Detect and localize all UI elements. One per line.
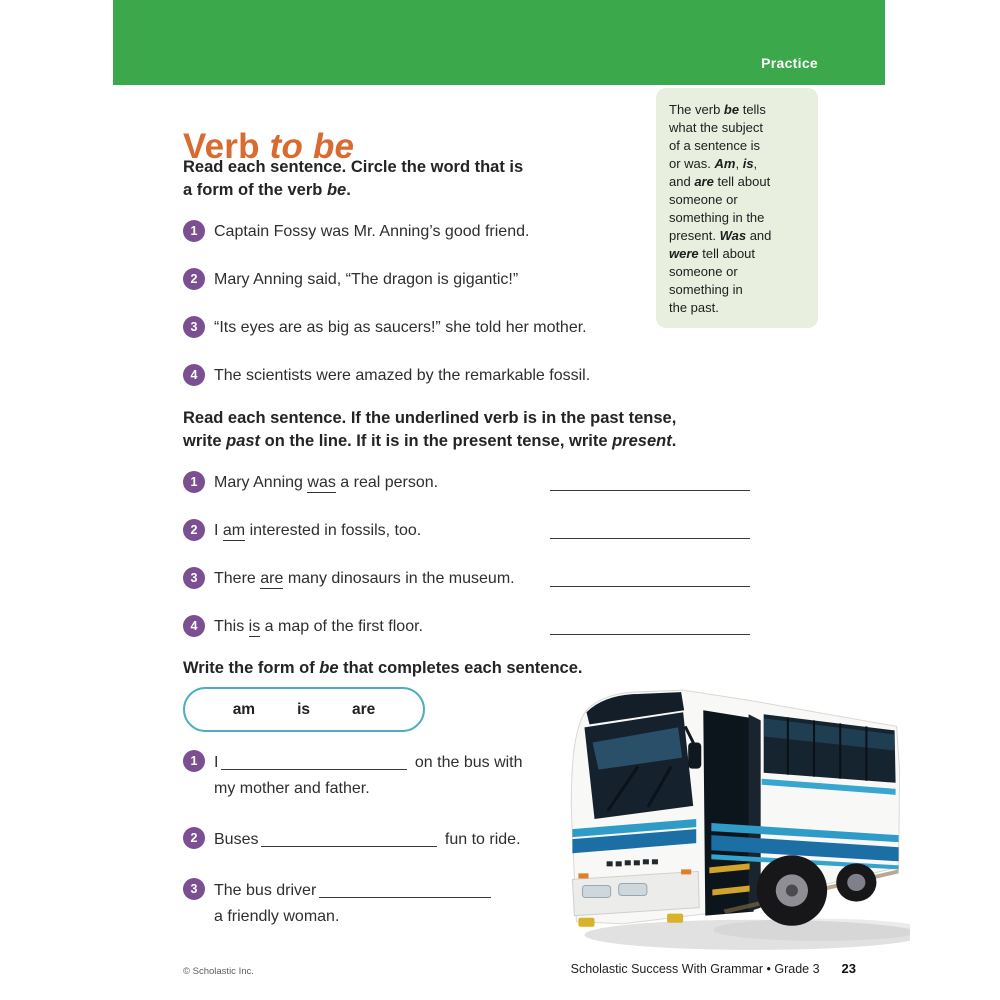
answer-line — [550, 586, 750, 587]
list-item — [183, 364, 590, 387]
list-item — [183, 878, 593, 930]
sentence-text: The bus driver — [214, 878, 494, 904]
sentence-text: I am interested in fossils, too. — [214, 522, 422, 539]
sentence-text: my mother and father. — [214, 780, 370, 797]
page-number: 23 — [841, 961, 856, 976]
sentence-lines — [214, 878, 494, 930]
item-number-badge: 3 — [183, 567, 205, 589]
section3-list — [183, 750, 593, 955]
section1-list — [183, 220, 590, 412]
sentence-lines — [214, 827, 521, 853]
list-item — [183, 220, 590, 243]
word-bank-option: am — [232, 700, 256, 718]
item-number-badge: 4 — [183, 615, 205, 637]
header-bar — [113, 0, 885, 85]
word-bank — [183, 687, 425, 732]
answer-line — [550, 490, 750, 491]
sentence-text: Mary Anning was a real person. — [214, 474, 439, 491]
section2-instruction: Read each sentence. If the underlined verb is in the past tense, write past on the line. If it is in the present tense, write present. — [183, 409, 677, 450]
sentence-text: I on the bus with — [214, 754, 523, 771]
section3-instruction: Write the form of be that completes each sentence. — [183, 659, 583, 677]
list-item — [183, 268, 590, 291]
list-item — [183, 827, 593, 853]
list-item — [183, 316, 590, 339]
item-number-badge: 3 — [183, 316, 205, 338]
grammar-tip-box: The verb be tells what the subject of a sentence is or was. Am, is, and are tell about someone or something in the present. Was and were tell about someone or something in the past. — [656, 88, 818, 328]
sentence-text: This is a map of the first floor. — [214, 618, 423, 635]
section1-instruction: Read each sentence. Circle the word that is a form of the verb be. — [183, 158, 524, 199]
list-item — [183, 519, 750, 542]
write-in-blank — [221, 756, 407, 770]
sentence-text: Mary Anning said, “The dragon is gigantic!” — [214, 271, 519, 288]
item-number-badge: 2 — [183, 519, 205, 541]
item-number-badge: 3 — [183, 878, 205, 900]
item-number-badge: 2 — [183, 268, 205, 290]
item-number-badge: 1 — [183, 750, 205, 772]
sentence-text: a friendly woman. — [214, 908, 340, 925]
book-title: Scholastic Success With Grammar • Grade 3 — [570, 962, 820, 976]
copyright-text: © Scholastic Inc. — [183, 966, 254, 977]
item-number-badge: 2 — [183, 827, 205, 849]
sentence-text: There are many dinosaurs in the museum. — [214, 570, 515, 587]
bus-image — [562, 670, 910, 962]
list-item — [183, 567, 750, 590]
write-in-blank — [261, 833, 437, 847]
write-in-blank — [319, 884, 491, 898]
item-number-badge: 1 — [183, 471, 205, 493]
sentence-lines — [214, 750, 523, 802]
list-item — [183, 750, 593, 802]
footer-right — [571, 961, 856, 976]
list-item — [183, 615, 750, 638]
page-title: Verb to be — [183, 127, 355, 167]
sentence-text: Buses fun to ride. — [214, 831, 521, 848]
list-item — [183, 471, 750, 494]
answer-line — [550, 634, 750, 635]
item-number-badge: 4 — [183, 364, 205, 386]
sentence-text: Captain Fossy was Mr. Anning’s good friend. — [214, 223, 530, 240]
section2-list — [183, 471, 750, 663]
item-number-badge: 1 — [183, 220, 205, 242]
sentence-text: “Its eyes are as big as saucers!” she told her mother. — [214, 319, 587, 336]
word-bank-option: are — [352, 700, 376, 718]
sentence-text: The scientists were amazed by the remarkable fossil. — [214, 367, 591, 384]
answer-line — [550, 538, 750, 539]
practice-label: Practice — [761, 55, 818, 71]
word-bank-option: is — [297, 700, 311, 718]
